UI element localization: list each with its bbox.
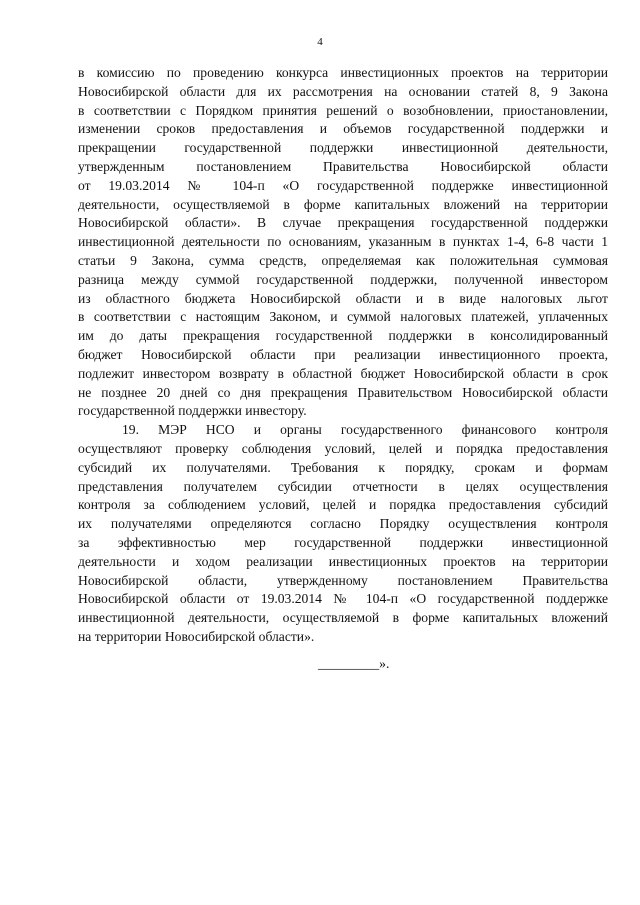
paragraph-line: от 19.03.2014 № 104-п «О государственной поддержке инвестиционной [78,177,608,193]
paragraph-line: на территории Новосибирской области». [78,628,315,644]
paragraph-line: их получателями определяются согласно Порядку осуществления контроля [78,516,608,532]
paragraph-line: в соответствии с Порядком принятия решений о возобновлении, приостановлении, [78,102,608,118]
paragraph-line: деятельности и ходом реализации инвестиционных проектов на территории [78,553,608,569]
paragraph-line: деятельности, осуществляемой в форме капитальных вложений на территории [78,196,608,212]
paragraph-line: инвестиционной деятельности по основаниям, указанным в пунктах 1-4, 6-8 части 1 [78,234,608,250]
paragraph-1 [78,64,608,421]
paragraph-line: Новосибирской области». В случае прекращения государственной поддержки [78,215,608,231]
paragraph-line: разница между суммой государственной поддержки, полученной инвестором [78,271,608,287]
closing-mark: _________». [318,656,390,671]
paragraph-line: подлежит инвестором возврату в областной бюджет Новосибирской области в срок [78,365,608,381]
paragraph-line: из областного бюджета Новосибирской области и в виде налоговых льгот [78,290,608,306]
paragraph-line: не позднее 20 дней со дня прекращения Правительством Новосибирской области [78,384,608,400]
paragraph-line: инвестиционной деятельности, осуществляемой в форме капитальных вложений [78,610,608,626]
paragraph-line: субсидий их получателями. Требования к порядку, срокам и формам [78,459,608,475]
paragraph-line: в соответствии с настоящим Законом, и суммой налоговых платежей, уплаченных [78,309,608,325]
paragraph-line: бюджет Новосибирской области при реализации инвестиционного проекта, [78,346,608,362]
paragraph-line: государственной поддержки инвестору. [78,403,307,419]
paragraph-line: 19. МЭР НСО и органы государственного финансового контроля [122,422,608,438]
paragraph-line: изменении сроков предоставления и объемов государственной поддержки и [78,121,608,137]
document-body [78,64,608,647]
paragraph-line: им до даты прекращения государственной поддержки в консолидированный [78,328,608,344]
paragraph-line: прекращении государственной поддержки инвестиционной деятельности, [78,140,608,156]
paragraph-line: контроля за соблюдением условий, целей и порядка предоставления субсидий [78,497,608,513]
paragraph-line: представления получателем субсидии отчетности в целях осуществления [78,478,608,494]
paragraph-line: статьи 9 Закона, сумма средств, определяемая как положительная суммовая [78,252,608,268]
paragraph-2 [78,421,608,647]
page-number: 4 [317,36,323,48]
paragraph-line: Новосибирской области от 19.03.2014 № 104-п «О государственной поддержке [78,591,608,607]
paragraph-line: осуществляют проверку соблюдения условий, целей и порядка предоставления [78,440,608,456]
paragraph-line: утвержденным постановлением Правительства Новосибирской области [78,158,608,174]
paragraph-line: за эффективностью мер государственной поддержки инвестиционной [78,534,608,550]
paragraph-line: Новосибирской области для их рассмотрения на основании статей 8, 9 Закона [78,83,608,99]
paragraph-line: в комиссию по проведению конкурса инвестиционных проектов на территории [78,65,608,80]
paragraph-line: Новосибирской области, утвержденному постановлением Правительства [78,572,608,588]
